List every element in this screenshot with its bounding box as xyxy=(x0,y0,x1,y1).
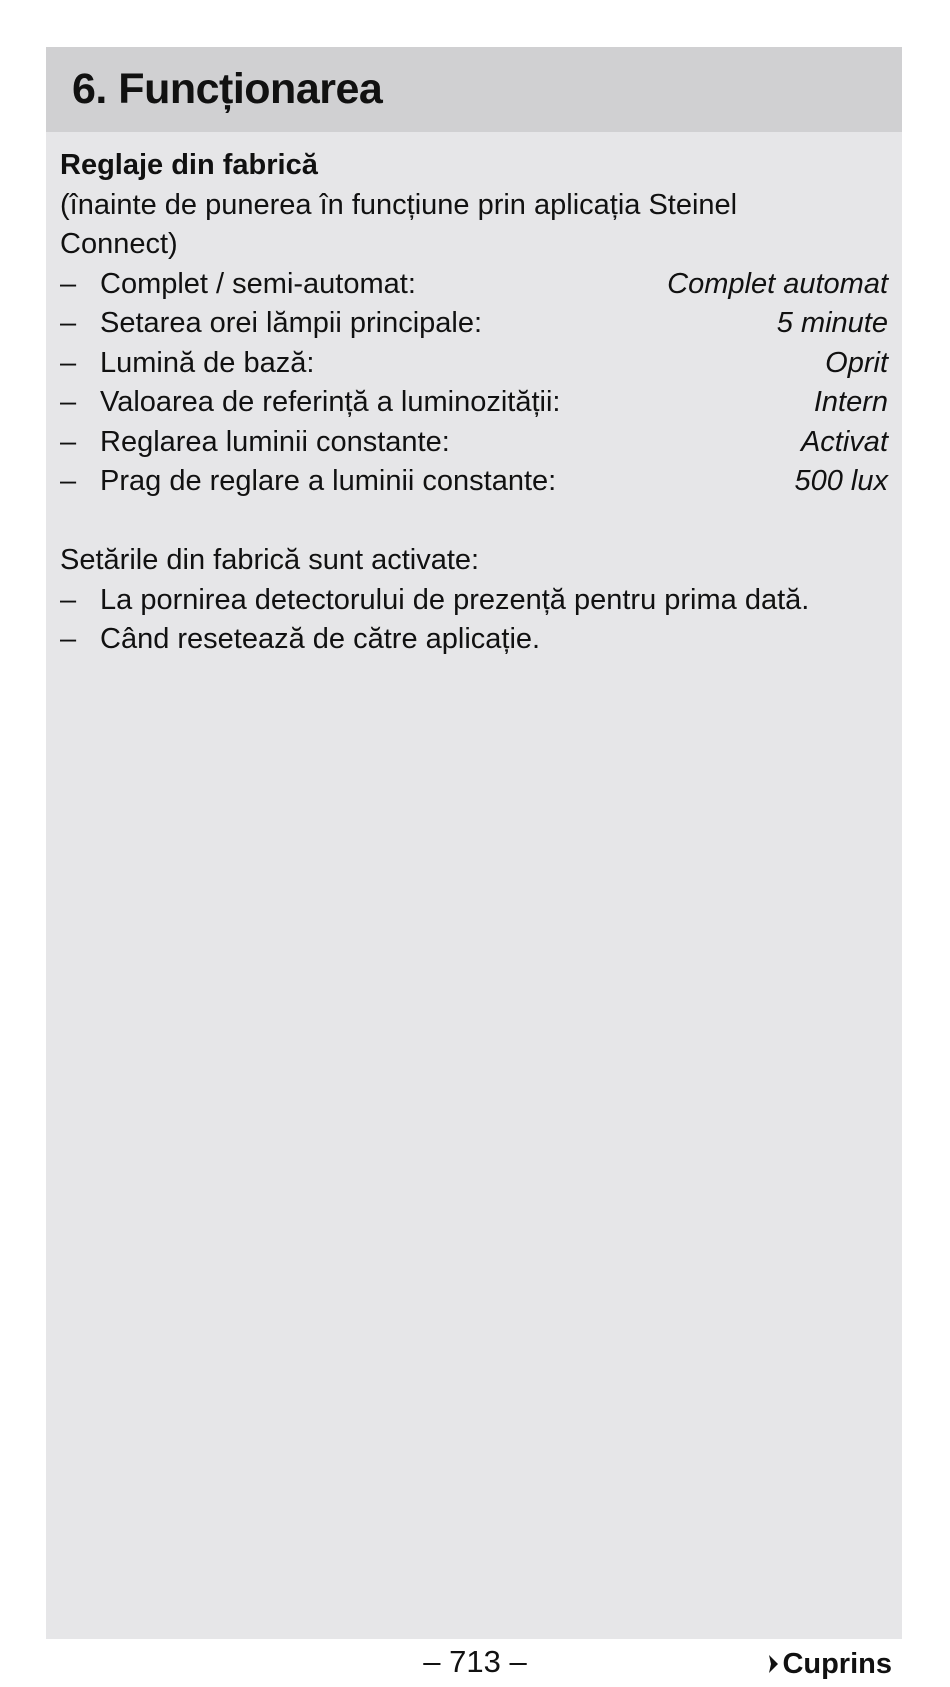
list-dash: – xyxy=(60,346,77,379)
setting-label: Prag de reglare a luminii constante: xyxy=(100,465,557,497)
section-body xyxy=(46,132,902,660)
setting-value: Intern xyxy=(813,386,888,418)
list-item-text: La pornirea detectorului de prezență pentru prima dată. xyxy=(100,583,810,616)
arrow-right-icon xyxy=(767,1653,779,1675)
activation-list xyxy=(60,581,888,660)
factory-settings-intro: (înainte de punerea în funcțiune prin aplicația Steinel Connect) xyxy=(60,188,738,260)
setting-value: 5 minute xyxy=(776,307,888,339)
list-dash: – xyxy=(60,583,77,616)
activation-heading: Setările din fabrică sunt activate: xyxy=(60,544,480,576)
list-item-text: Când resetează de către aplicație. xyxy=(100,623,541,655)
list-dash: – xyxy=(60,425,77,458)
settings-row xyxy=(60,265,888,305)
setting-label: Complet / semi-automat: xyxy=(100,267,416,300)
setting-label: Lumină de bază: xyxy=(100,346,315,379)
settings-row xyxy=(60,304,888,344)
section-header xyxy=(46,47,902,132)
list-dash: – xyxy=(60,307,77,339)
toc-link-label: Cuprins xyxy=(782,1648,892,1680)
setting-label: Valoarea de referință a luminozității: xyxy=(100,386,561,418)
factory-settings-list xyxy=(60,265,888,502)
setting-label: Setarea orei lămpii principale: xyxy=(100,307,483,339)
setting-label: Reglarea luminii constante: xyxy=(100,425,450,458)
toc-link[interactable] xyxy=(767,1642,892,1686)
spacer xyxy=(60,502,888,542)
list-dash: – xyxy=(60,465,77,497)
setting-value: Oprit xyxy=(825,346,888,379)
settings-row xyxy=(60,462,888,502)
section-title: 6. Funcționarea xyxy=(72,65,383,113)
settings-row xyxy=(60,423,888,463)
page-number: – 713 – xyxy=(423,1644,527,1679)
list-dash: – xyxy=(60,386,77,418)
factory-settings-heading: Reglaje din fabrică xyxy=(60,149,318,181)
list-item xyxy=(60,620,888,660)
settings-row xyxy=(60,383,888,423)
setting-value: Complet automat xyxy=(667,267,888,300)
setting-value: 500 lux xyxy=(794,465,888,497)
setting-value: Activat xyxy=(800,425,888,458)
list-item xyxy=(60,581,888,621)
list-dash: – xyxy=(60,267,77,300)
list-dash: – xyxy=(60,623,77,655)
settings-row xyxy=(60,344,888,384)
content-panel xyxy=(46,47,902,1639)
